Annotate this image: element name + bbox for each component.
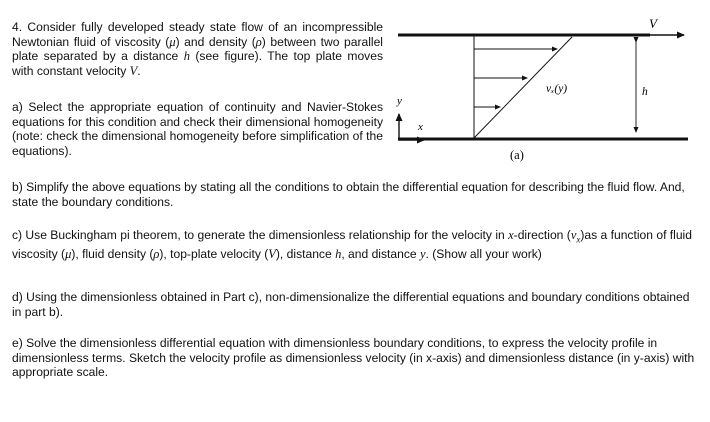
profile-label: vₓ(y) <box>546 83 568 95</box>
part-c-text: , and distance <box>341 247 420 261</box>
y-axis-label: y <box>397 95 402 107</box>
y-symbol: y <box>419 247 426 261</box>
part-e: e) Solve the dimensionless differential equation with dimensionless boundary conditions, to express the velocity profile in dimensionless terms. Sketch the velocity profile as dimensionless velocity (in x-axis) and dimensionless distance (in y-axis) with appropriate scale. <box>12 336 695 380</box>
part-c-text: ), top-plate velocity ( <box>159 247 269 261</box>
intro-text: ) between two parallel plate separated by a distance <box>12 34 383 64</box>
mu-symbol: μ <box>65 247 72 261</box>
part-c-text: c) Use Buckingham pi theorem, to generate the dimensionless relationship for the velocity in <box>12 228 509 242</box>
vx-subscript: x <box>576 234 581 245</box>
intro-text: ) and density ( <box>175 34 256 49</box>
figure-caption: (a) <box>510 148 524 162</box>
v-symbol: V <box>129 63 138 78</box>
part-c-text: . (Show all your work) <box>425 247 542 261</box>
part-c-text: ), fluid density ( <box>71 247 154 261</box>
gap-label: h <box>642 86 648 98</box>
part-d: d) Using the dimensionless obtained in Part c), non-dimensionalize the differential equations and boundary conditions obtained in part b). <box>12 290 690 319</box>
h-symbol: h <box>183 49 190 64</box>
rho-symbol: ρ <box>153 247 160 261</box>
top-velocity-label: V <box>649 16 657 31</box>
part-c-text: ), distance <box>275 247 336 261</box>
rho-symbol: ρ <box>255 34 262 49</box>
intro-text: . <box>137 63 141 78</box>
vx-symbol: v <box>570 228 577 242</box>
part-c-text: )as a function of fluid viscosity ( <box>12 228 692 261</box>
h-symbol: h <box>335 247 342 261</box>
part-c-text: -direction ( <box>513 228 571 242</box>
x-symbol: x <box>508 228 514 242</box>
part-a: a) Select the appropriate equation of continuity and Navier-Stokes equations for this condition and check their dimensional homogeneity (note: check the dimensional homogeneity before simplification of the equations). <box>12 100 383 158</box>
couette-flow-figure <box>0 0 710 180</box>
part-c <box>12 228 698 262</box>
intro-text: (see figure). The top plate moves with constant velocity <box>12 49 383 78</box>
mu-symbol: μ <box>169 34 176 49</box>
x-axis-label: x <box>418 121 423 133</box>
part-b: b) Simplify the above equations by stating all the conditions to obtain the differential equation for describing the fluid flow. And, state the boundary conditions. <box>12 180 685 209</box>
v-symbol: V <box>268 247 276 261</box>
intro-text: 4. Consider fully developed steady state flow of an incompressible Newtonian fluid of viscosity ( <box>12 20 383 49</box>
